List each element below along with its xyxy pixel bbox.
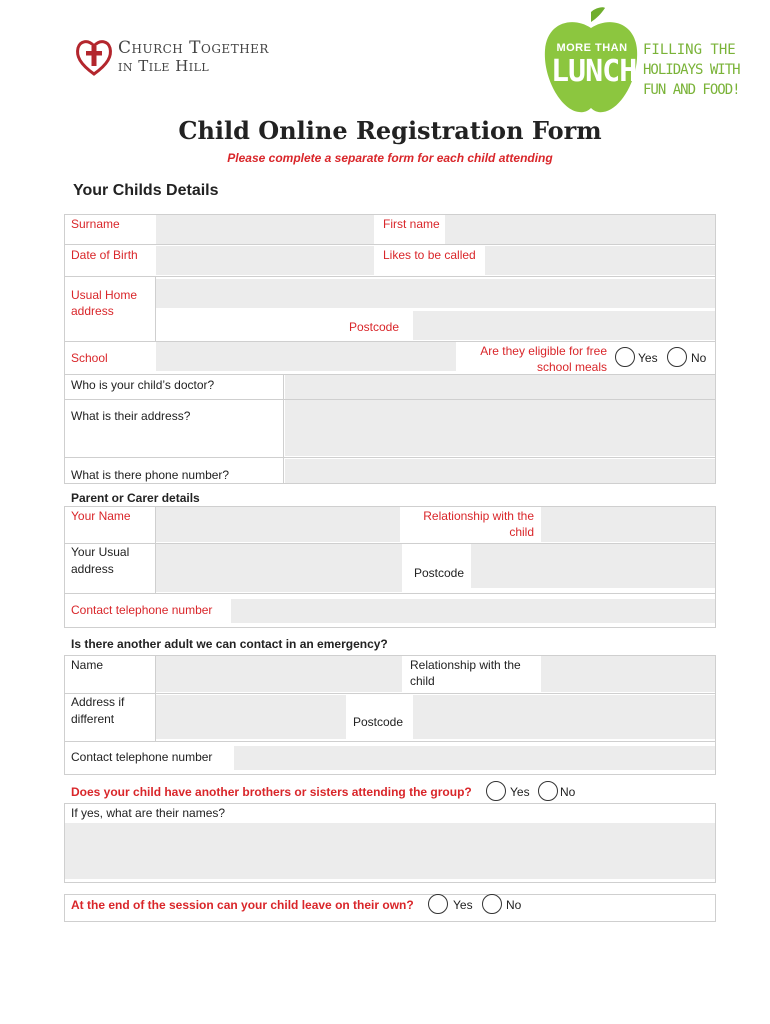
parent-name-field[interactable] xyxy=(156,507,400,542)
free-meals-no-label: No xyxy=(691,351,707,365)
parent-address-label-2: address xyxy=(71,562,114,576)
row-divider xyxy=(64,276,716,277)
emergency-relationship-label-2: child xyxy=(410,674,435,688)
parent-section-title: Parent or Carer details xyxy=(71,491,200,505)
siblings-names-label: If yes, what are their names? xyxy=(71,806,226,820)
emergency-relationship-label-1: Relationship with the xyxy=(410,658,521,672)
col-divider xyxy=(155,655,156,741)
form-subtitle: Please complete a separate form for each child attending xyxy=(227,151,553,165)
siblings-yes-label: Yes xyxy=(510,785,530,799)
emergency-address-label-2: different xyxy=(71,712,115,726)
siblings-no-label: No xyxy=(560,785,576,799)
leave-no-radio[interactable] xyxy=(482,894,502,914)
row-divider xyxy=(64,457,716,458)
likes-to-be-called-label: Likes to be called xyxy=(383,248,476,262)
parent-relationship-label-1: Relationship with the xyxy=(423,509,534,523)
first-name-field[interactable] xyxy=(445,215,715,244)
row-divider xyxy=(64,244,716,245)
school-label: School xyxy=(71,351,108,365)
tagline-line-1: FILLING THE xyxy=(643,42,736,58)
emergency-name-field[interactable] xyxy=(156,656,402,692)
col-divider xyxy=(283,374,284,484)
parent-relationship-label-2: child xyxy=(509,525,534,539)
free-meals-yes-radio[interactable] xyxy=(615,347,635,367)
leave-no-label: No xyxy=(506,898,522,912)
likes-to-be-called-field[interactable] xyxy=(485,246,715,275)
emergency-name-label: Name xyxy=(71,658,104,672)
heart-cross-icon xyxy=(74,36,114,78)
emergency-relationship-field[interactable] xyxy=(541,656,715,692)
church-logo xyxy=(74,36,304,80)
parent-relationship-field[interactable] xyxy=(541,507,715,542)
emergency-section-title: Is there another adult we can contact in an emergency? xyxy=(71,637,388,651)
free-meals-no-radio[interactable] xyxy=(667,347,687,367)
parent-phone-field[interactable] xyxy=(231,599,715,623)
free-meals-yes-label: Yes xyxy=(638,351,658,365)
first-name-label: First name xyxy=(383,217,440,231)
org-name-line-2: in Tile Hill xyxy=(118,57,210,75)
col-divider xyxy=(155,276,156,341)
doctor-label: Who is your child’s doctor? xyxy=(71,378,215,392)
parent-postcode-label: Postcode xyxy=(414,566,465,580)
parent-phone-label: Contact telephone number xyxy=(71,603,213,617)
emergency-postcode-field[interactable] xyxy=(413,695,715,739)
parent-address-field[interactable] xyxy=(156,544,402,592)
col-divider xyxy=(155,506,156,593)
parent-name-label: Your Name xyxy=(71,509,131,523)
child-section-title: Your Childs Details xyxy=(73,182,219,199)
org-name-line-1: Church Together xyxy=(118,38,269,58)
dob-field[interactable] xyxy=(156,246,374,275)
emergency-phone-label: Contact telephone number xyxy=(71,750,213,764)
siblings-question: Does your child have another brothers or sisters attending the group? xyxy=(71,785,472,799)
doctor-address-field[interactable] xyxy=(285,400,715,456)
home-address-field[interactable] xyxy=(156,279,715,308)
tagline-line-2: HOLIDAYS WITH xyxy=(643,62,740,78)
row-divider xyxy=(64,741,716,742)
doctor-phone-field[interactable] xyxy=(285,459,715,483)
doctor-phone-label: What is there phone number? xyxy=(71,468,230,482)
parent-postcode-field[interactable] xyxy=(471,544,715,588)
child-postcode-label: Postcode xyxy=(349,320,400,334)
badge-top-text: MORE THAN xyxy=(556,42,628,54)
emergency-address-field[interactable] xyxy=(156,695,346,739)
home-address-label-2: address xyxy=(71,304,114,318)
emergency-address-label-1: Address if xyxy=(71,695,125,709)
free-meals-label-1: Are they eligible for free xyxy=(480,344,607,358)
home-address-label-1: Usual Home xyxy=(71,288,138,302)
emergency-phone-field[interactable] xyxy=(234,746,715,770)
more-than-lunch-logo xyxy=(543,6,740,116)
doctor-field[interactable] xyxy=(285,375,715,399)
dob-label: Date of Birth xyxy=(71,248,138,262)
siblings-yes-radio[interactable] xyxy=(486,781,506,801)
doctor-address-label: What is their address? xyxy=(71,409,191,423)
leave-yes-label: Yes xyxy=(453,898,473,912)
row-divider xyxy=(64,693,716,694)
parent-address-label-1: Your Usual xyxy=(71,545,130,559)
row-divider xyxy=(64,593,716,594)
badge-main-text: LUNCH xyxy=(551,54,637,89)
form-title: Child Online Registration Form xyxy=(178,116,602,145)
surname-label: Surname xyxy=(71,217,120,231)
surname-field[interactable] xyxy=(156,215,374,244)
school-field[interactable] xyxy=(156,342,456,371)
leave-yes-radio[interactable] xyxy=(428,894,448,914)
emergency-postcode-label: Postcode xyxy=(353,715,404,729)
tagline-line-3: FUN AND FOOD! xyxy=(643,82,740,98)
free-meals-label-2: school meals xyxy=(536,360,607,374)
siblings-names-field[interactable] xyxy=(65,823,715,879)
leave-question: At the end of the session can your child leave on their own? xyxy=(71,898,414,912)
child-postcode-field[interactable] xyxy=(413,311,715,340)
siblings-no-radio[interactable] xyxy=(538,781,558,801)
